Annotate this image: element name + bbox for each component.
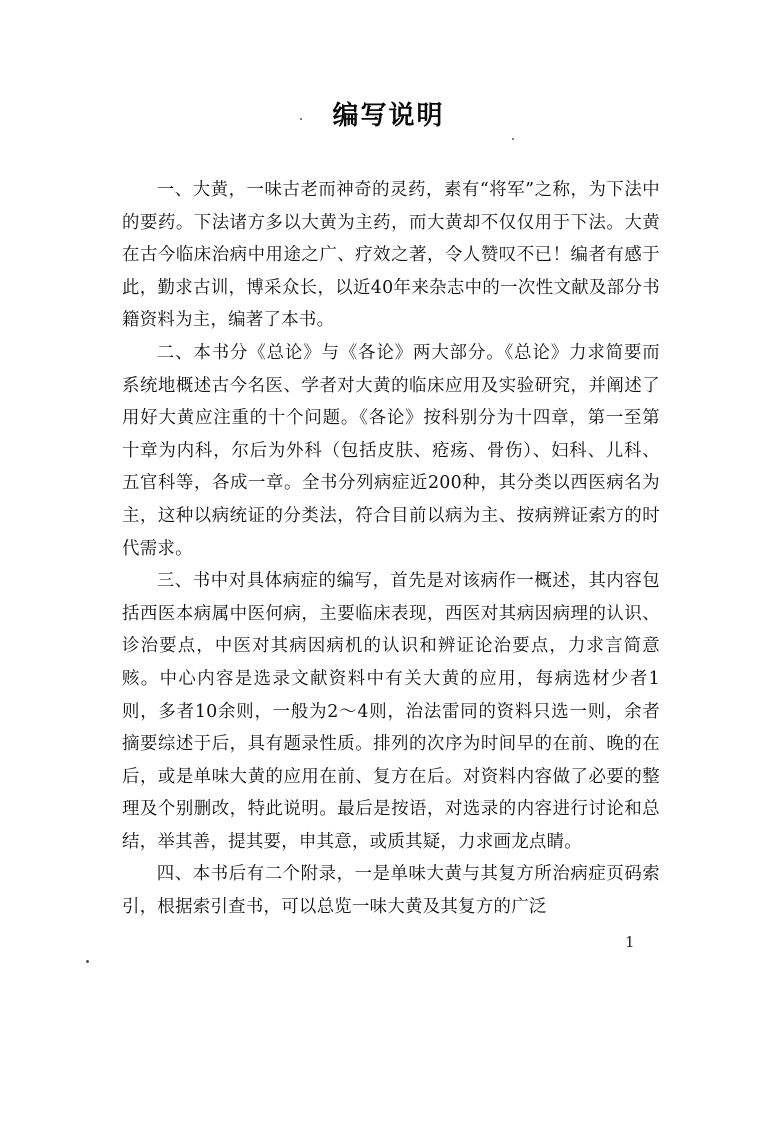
scan-speck — [86, 960, 89, 963]
paragraph-2: 二、本书分《总论》与《各论》两大部分。《总论》力求简要而系统地概述古今名医、学者对大黄的临床应用及实验研究，并阐述了用好大黄应注重的十个问题。《各论》按科别分为十四章，第一至第十章为内科，尔后为外科（包括皮肤、疮疡、骨伤）、妇科、儿科、五官科等，各成一章。全书分列病症近200种，其分类以西医病名为主，这种以病统证的分类法，符合目前以病为主、按病辨证索方的时代需求。 — [122, 342, 660, 559]
body-text — [122, 174, 660, 924]
page-title: 编写说明 — [332, 101, 445, 131]
paragraph-1: 一、大黄，一味古老而神奇的灵药，素有“将军”之称，为下法中的要药。下法诸方多以大黄为主药，而大黄却不仅仅用于下法。大黄在古今临床治病中用途之广、疗效之著，令人赞叹不已！编者有感于此，勤求古训，博采众长，以近40年来杂志中的一次性文献及部分书籍资料为主，编著了本书。 — [122, 180, 660, 331]
paragraph-4: 四、本书后有二个附录，一是单味大黄与其复方所治病症页码索引，根据索引查书，可以总览一味大黄及其复方的广泛 — [122, 864, 660, 918]
paragraph-3: 三、书中对具体病症的编写，首先是对该病作一概述，其内容包括西医本病属中医何病，主要临床表现，西医对其病因病理的认识、诊治要点，中医对其病因病机的认识和辨证论治要点，力求言简意赅。中心内容是选录文献资料中有关大黄的应用，每病选材少者1则，多者10余则，一般为2～4则，治法雷同的资料只选一则，余者摘要综述于后，具有题录性质。排列的次序为时间早的在前、晚的在后，或是单味大黄的应用在前、复方在后。对资料内容做了必要的整理及个别删改，特此说明。最后是按语，对选录的内容进行讨论和总结，举其善，提其要，申其意，或质其疑，力求画龙点睛。 — [122, 571, 660, 852]
scan-speck — [512, 138, 514, 140]
page-number: 1 — [625, 933, 635, 951]
scan-speck — [300, 118, 302, 120]
